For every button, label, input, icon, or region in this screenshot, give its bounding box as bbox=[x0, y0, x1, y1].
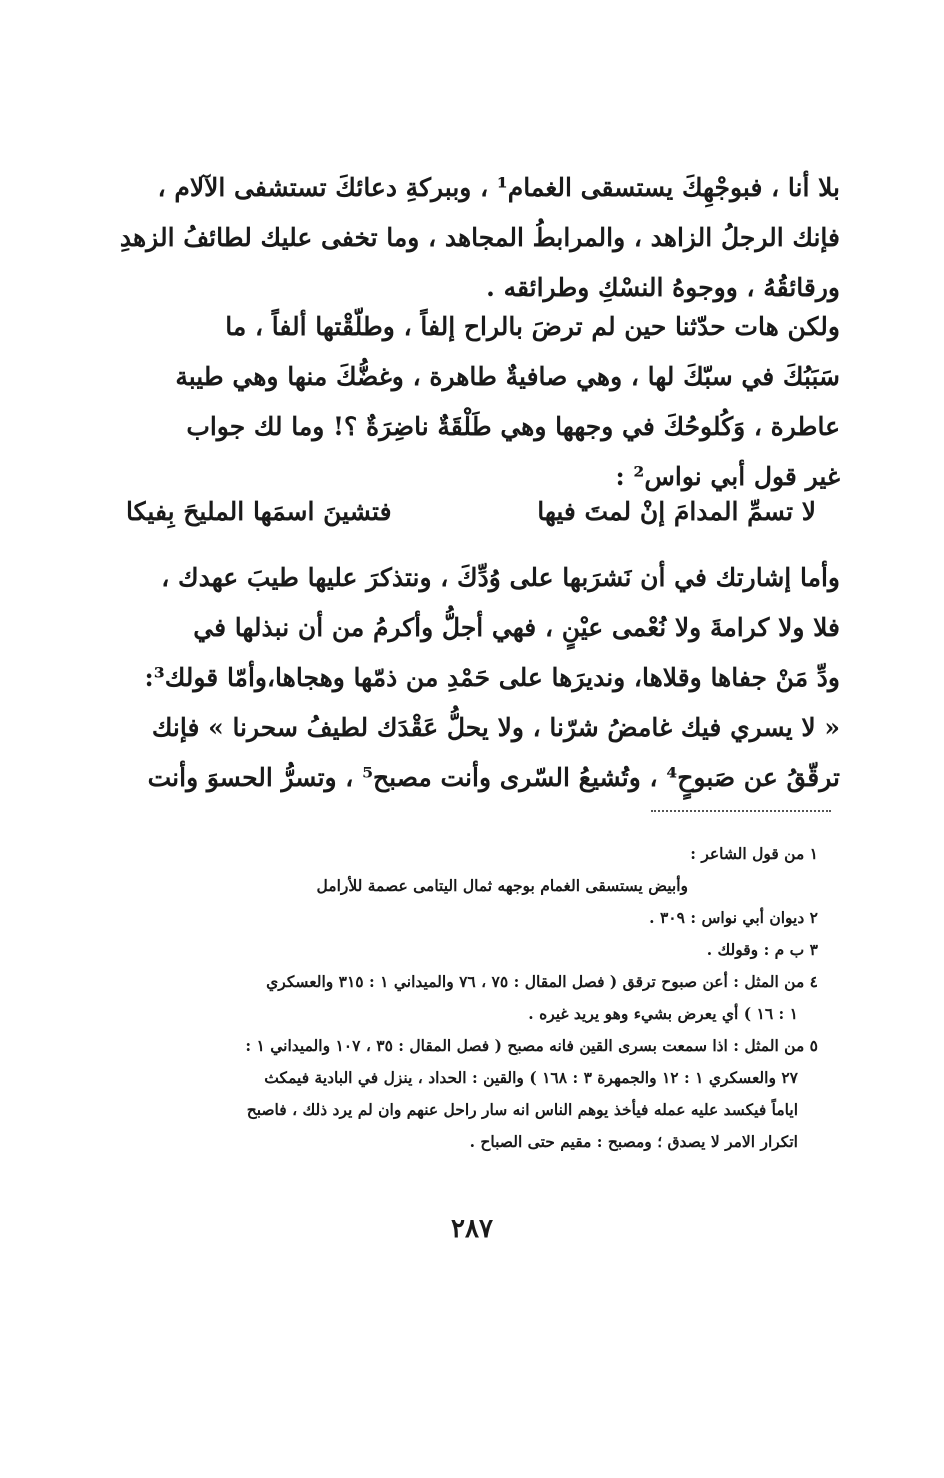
footnote-1: ١ من قول الشاعر : bbox=[690, 844, 818, 863]
text-line: سَبَبُكَ في سبّكَ لها ، وهي صافيةٌ طاهرة ، وغضُّكَ منها وهي طيبة bbox=[175, 362, 840, 391]
verse-first-hemistich: لا تسمِّ المدامَ إنْ لمتَ فيها bbox=[537, 497, 816, 526]
paragraph-2 bbox=[104, 302, 840, 502]
text-line: وأما إشارتك في أن نَشرَبها على وُدِّكَ ، ونتذكرَ عليها طيبَ عهدك ، bbox=[161, 563, 840, 592]
paragraph-3 bbox=[104, 553, 840, 803]
footnote-4: ٤ من المثل : أعن صبوح ترقق ( فصل المقال : ٧٥ ، ٧٦ والميداني ١ : ٣١٥ والعسكري bbox=[266, 972, 818, 991]
footnote-5: ٥ من المثل : اذا سمعت بسرى القين فانه مصبح ( فصل المقال : ٣٥ ، ١٠٧ والميداني ١ : bbox=[245, 1036, 818, 1055]
footnote-separator bbox=[651, 810, 831, 812]
footnote-5-continued: اياماً فيكسد عليه عمله فيأخذ يوهم الناس انه سار راحل عنهم وان لم يرد ذلك ، فاصبح bbox=[246, 1100, 798, 1119]
footnote-3: ٣ ب م : وقولك . bbox=[706, 940, 818, 959]
verse-second-hemistich: فتشينَ اسمَها المليحَ بِفيكا bbox=[126, 497, 392, 526]
text-line: ودِّ مَنْ جفاها وقلاها، ونديرَها على حَمْدِ من ذمّها وهجاها،وأمّا قولك³: bbox=[144, 663, 840, 692]
paragraph-1 bbox=[104, 163, 840, 313]
text-line: ورقائقُهُ ، ووجوهُ النسْكِ وطرائقه . bbox=[486, 273, 840, 302]
footnote-2: ٢ ديوان أبي نواس : ٣٠٩ . bbox=[649, 908, 818, 927]
text-line: عاطرة ، وَكُلوحُكَ في وجهها وهي طَلْقَةٌ ناضِرَةٌ ؟! وما لك جواب bbox=[186, 412, 840, 441]
footnotes bbox=[138, 838, 818, 1158]
footnote-4-continued: ١ : ١٦ ) أي يعرض بشيء وهو يريد غيره . bbox=[528, 1004, 798, 1023]
footnote-5-continued: ٢٧ والعسكري ١ : ١٢ والجمهرة ٣ : ١٦٨ ) والقين : الحداد ، ينزل في البادية فيمكث bbox=[264, 1068, 798, 1087]
text-line: ولكن هات حدّثنا حين لم ترضَ بالراح إلفاً ، وطلّقْتها ألفاً ، ما bbox=[225, 312, 840, 341]
poem-verse bbox=[126, 487, 816, 537]
text-line: « لا يسري فيك غامضُ شرّنا ، ولا يحلُّ عَقْدَك لطيفُ سحرنا » فإنك bbox=[151, 713, 840, 742]
text-line: فإنك الرجلُ الزاهد ، والمرابطُ المجاهد ، وما تخفى عليك لطائفُ الزهدِ bbox=[119, 223, 840, 252]
text-line: بلا أنا ، فبوجْهِكَ يستسقى الغمام¹ ، وببركةِ دعائكَ تستشفى الآلام ، bbox=[157, 173, 840, 202]
text-line: فلا ولا كرامةَ ولا نُعْمى عيْنٍ ، فهي أجلُّ وأكرمُ من أن نبذلها في bbox=[193, 613, 840, 642]
page-number: ٢٨٧ bbox=[451, 1214, 493, 1244]
text-line: غير قول أبي نواس² : bbox=[615, 462, 840, 491]
footnote-1-verse: وأبيض يستسقى الغمام بوجهه ثمال اليتامى عصمة للأرامل bbox=[316, 876, 688, 895]
footnote-5-continued: اتكرار الامر لا يصدق ؛ ومصبح : مقيم حتى الصباح . bbox=[469, 1132, 798, 1151]
text-line: ترقّقُ عن صَبوحٍ⁴ ، وتُشيعُ السّرى وأنت مصبح⁵ ، وتسرُّ الحسوَ وأنت bbox=[147, 763, 840, 792]
